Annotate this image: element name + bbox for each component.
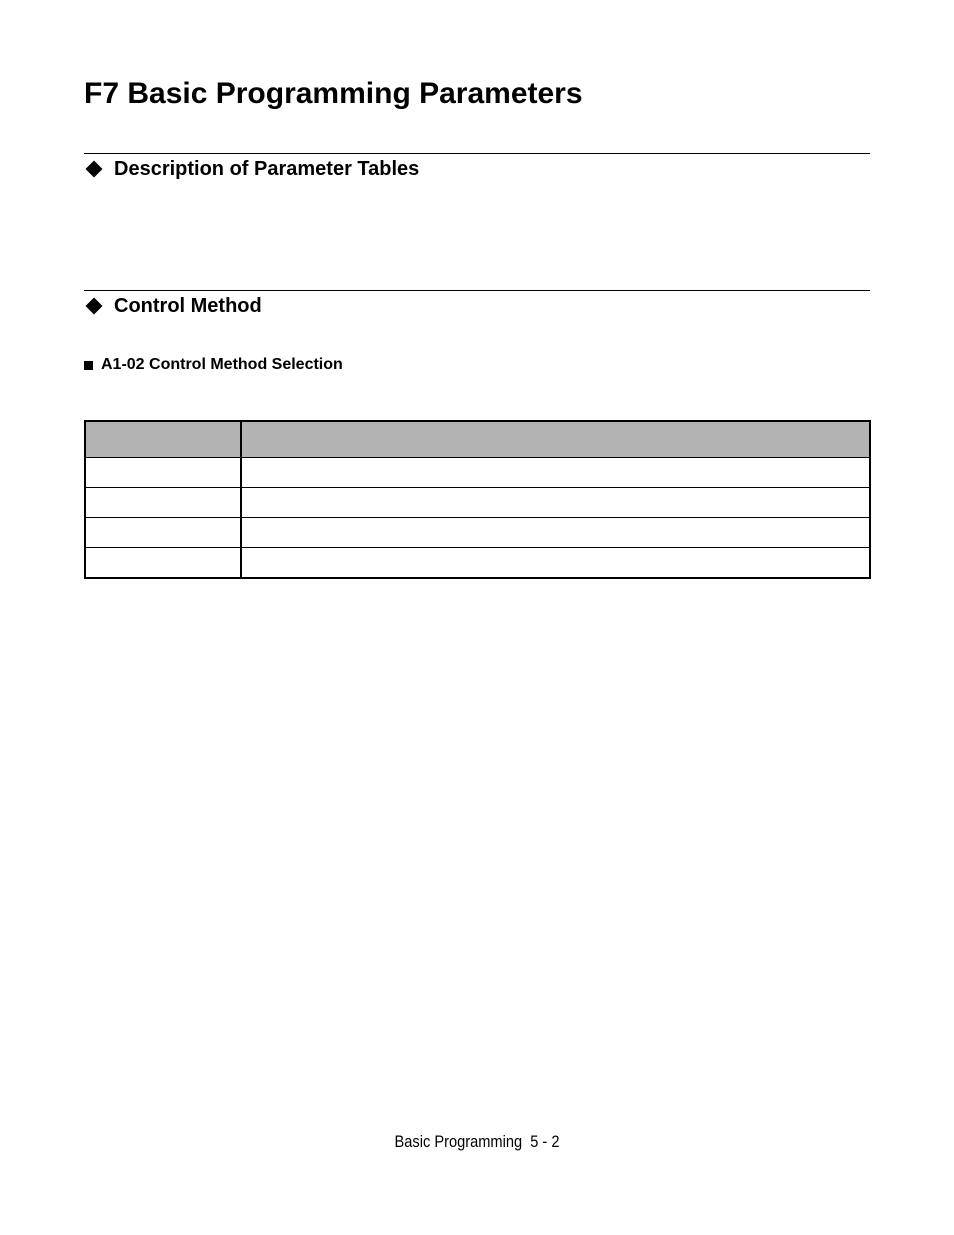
page-footer: Basic Programming 5 - 2 xyxy=(394,1132,560,1151)
section-divider xyxy=(84,290,870,291)
parameter-table xyxy=(84,420,871,579)
diamond-bullet-icon xyxy=(86,298,103,315)
table-cell xyxy=(241,518,870,548)
subsection-heading-a1-02 xyxy=(84,355,343,375)
section-heading-description xyxy=(84,156,419,182)
table-row xyxy=(85,458,870,488)
table-cell xyxy=(85,518,241,548)
table-row xyxy=(85,548,870,579)
table-row xyxy=(85,488,870,518)
table-header-cell xyxy=(85,421,241,458)
table-cell xyxy=(241,488,870,518)
subsection-heading-text: A1-02 Control Method Selection xyxy=(101,356,343,373)
table-cell xyxy=(85,548,241,579)
table-header-row xyxy=(85,421,870,458)
square-bullet-icon xyxy=(84,361,93,370)
section-heading-text: Description of Parameter Tables xyxy=(114,158,420,180)
page-title: F7 Basic Programming Parameters xyxy=(84,77,583,110)
table-cell xyxy=(85,488,241,518)
table-header-cell xyxy=(241,421,870,458)
section-divider xyxy=(84,153,870,154)
table-cell xyxy=(85,458,241,488)
table-cell xyxy=(241,548,870,579)
table-cell xyxy=(241,458,870,488)
section-heading-control-method xyxy=(84,293,262,319)
diamond-bullet-icon xyxy=(86,161,103,178)
section-heading-text: Control Method xyxy=(114,295,262,317)
table-row xyxy=(85,518,870,548)
